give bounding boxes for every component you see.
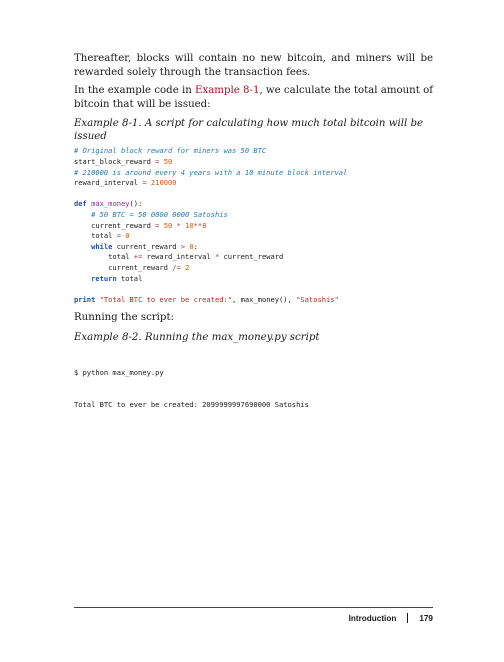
code-token-op: = xyxy=(155,156,160,166)
code-line xyxy=(74,168,433,179)
code-token-plain xyxy=(74,210,91,219)
page-footer xyxy=(349,613,433,623)
code-line xyxy=(74,284,433,295)
code-token-plain: total xyxy=(74,252,134,262)
code-token-op: ** xyxy=(193,220,203,230)
code-token-plain xyxy=(74,274,91,283)
code-line xyxy=(74,189,433,200)
paragraph-block-rewards: Thereafter, blocks will contain no new bitcoin, and miners will be rewarded solely through the transaction fees. xyxy=(74,53,433,78)
code-token-plain: current_reward xyxy=(112,241,181,251)
code-token-plain: reward_interval xyxy=(142,252,215,262)
code-token-number: 2 xyxy=(185,262,190,272)
code-token-op: /= xyxy=(172,262,181,272)
code-token-plain: reward_interval xyxy=(74,178,143,188)
code-line xyxy=(74,199,433,210)
footer-divider xyxy=(74,607,433,608)
code-token-plain: (): xyxy=(129,199,143,209)
code-line xyxy=(74,221,433,232)
code-output-line: Total BTC to ever be created: 2099999997690000 Satoshis xyxy=(74,399,309,409)
code-token-number: 0 xyxy=(125,231,130,241)
code-token-keyword: while xyxy=(91,241,113,251)
code-token-keyword: print xyxy=(74,294,96,304)
code-token-plain: , max_money(), xyxy=(232,294,297,304)
code-token-op: += xyxy=(133,252,143,262)
paragraph-running-script: Running the script: xyxy=(74,312,174,324)
code-token-plain: : xyxy=(193,241,198,251)
code-token-plain: total xyxy=(116,273,143,283)
code-line xyxy=(74,274,433,285)
code-token-plain: current_reward xyxy=(74,262,173,272)
footer-section-title: Introduction xyxy=(348,613,397,623)
paragraph-text-before-link: In the example code in xyxy=(74,85,196,97)
code-token-string: "Satoshis" xyxy=(296,294,339,304)
code-listing-output xyxy=(74,347,433,432)
code-token-op: * xyxy=(176,220,181,230)
code-token-op: > xyxy=(180,241,186,251)
example-8-2-caption: Example 8-2. Running the max_money.py script xyxy=(74,331,320,343)
code-line xyxy=(74,263,433,274)
code-token-plain: start_block_reward xyxy=(74,156,156,166)
code-token-op: = xyxy=(142,178,147,188)
code-token-number: 50 xyxy=(163,156,173,166)
code-token-comment: # 50 BTC = 50 0000 0000 Satoshis xyxy=(91,209,228,219)
code-token-plain xyxy=(74,242,91,251)
paragraph-example-intro xyxy=(74,84,433,111)
code-line xyxy=(74,157,433,168)
code-line xyxy=(74,210,433,221)
code-token-plain: current_reward xyxy=(74,220,156,230)
code-token-keyword: return xyxy=(91,273,117,283)
code-line xyxy=(74,178,433,189)
code-listing-max-money xyxy=(74,146,433,305)
paragraph-text-after-link: , we calculate the total amount of bitcoin that will be issued: xyxy=(74,85,433,110)
code-output-line: $ python max_money.py xyxy=(74,368,164,378)
code-token-number: 10 xyxy=(185,220,194,230)
code-token-comment: # Original block reward for miners was 50 BTC xyxy=(74,146,267,156)
code-token-number: 8 xyxy=(202,220,207,230)
footer-page-number: 179 xyxy=(419,613,433,623)
code-token-plain: total xyxy=(74,231,117,241)
example-8-1-link[interactable]: Example 8-1 xyxy=(195,85,260,97)
code-token-op: = xyxy=(155,220,160,230)
code-token-number: 210000 xyxy=(150,178,177,188)
code-line xyxy=(74,295,433,306)
page-content xyxy=(74,52,433,435)
example-8-1-caption: Example 8-1. A script for calculating how much total bitcoin will be issued xyxy=(74,118,424,143)
code-token-op: * xyxy=(214,252,220,262)
code-token-plain: current_reward xyxy=(219,252,284,262)
code-token-keyword: def xyxy=(74,199,87,209)
code-token-string: "Total BTC to ever be created:" xyxy=(99,294,233,304)
code-line xyxy=(74,252,433,263)
code-line xyxy=(74,231,433,242)
code-token-number: 0 xyxy=(189,241,194,251)
footer-separator xyxy=(407,613,408,623)
code-token-comment: # 210000 is around every 4 years with a 10 minute block interval xyxy=(74,167,348,177)
code-line xyxy=(74,146,433,157)
code-token-op: = xyxy=(116,231,121,241)
code-line xyxy=(74,242,433,253)
code-token-number: 50 xyxy=(163,220,173,230)
code-token-func: max_money xyxy=(91,199,130,209)
